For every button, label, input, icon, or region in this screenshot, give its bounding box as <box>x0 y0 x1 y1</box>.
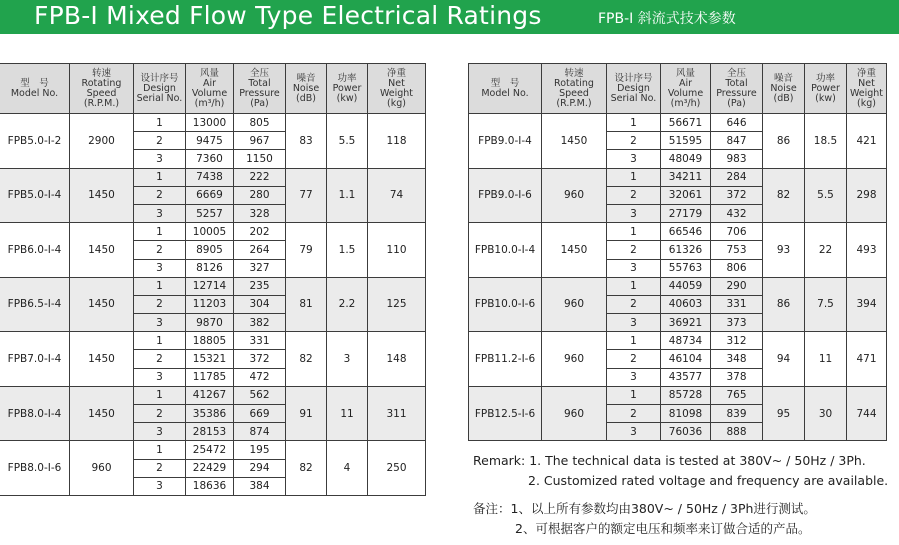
header-line: 功率 <box>815 72 835 84</box>
title-english: FPB-I Mixed Flow Type Electrical Ratings <box>34 1 542 30</box>
power-cell: 22 <box>805 223 847 278</box>
noise-cell: 81 <box>286 277 327 332</box>
header-line: Rotating <box>554 77 594 89</box>
header-line: (m³/h) <box>194 97 225 109</box>
model-cell: FPB11.2-I-6 <box>469 332 542 387</box>
noise-cell: 82 <box>286 332 327 387</box>
header-line: 风量 <box>199 67 219 79</box>
power-cell: 11 <box>805 332 847 387</box>
header-line: (kg) <box>387 97 406 109</box>
speed-cell: 2900 <box>70 114 134 169</box>
header-air-volume <box>186 64 234 114</box>
serial-cell: 3 <box>134 368 186 386</box>
header-line: Design <box>143 82 176 94</box>
serial-cell: 3 <box>607 150 661 168</box>
serial-cell: 1 <box>134 168 186 186</box>
serial-cell: 2 <box>134 350 186 368</box>
header-line: Weight <box>849 87 884 99</box>
speed-cell: 1450 <box>542 114 607 169</box>
header-line: (kg) <box>857 97 876 109</box>
header-line: Pressure <box>716 87 757 99</box>
pressure-cell: 1150 <box>234 150 286 168</box>
power-cell: 1.1 <box>327 168 368 223</box>
header-power <box>805 64 847 114</box>
air-volume-cell: 5257 <box>186 204 234 222</box>
speed-cell: 1450 <box>70 386 134 441</box>
table-row <box>469 332 887 350</box>
model-cell: FPB9.0-I-4 <box>469 114 542 169</box>
header-line: 净重 <box>856 67 876 79</box>
serial-cell: 3 <box>607 368 661 386</box>
table-row <box>469 168 887 186</box>
power-cell: 5.5 <box>327 114 368 169</box>
air-volume-cell: 22429 <box>186 459 234 477</box>
air-volume-cell: 85728 <box>661 386 711 404</box>
header-net-weight <box>368 64 426 114</box>
remark-en-1: Remark: 1. The technical data is tested at 380V~ / 50Hz / 3Ph. <box>473 453 866 468</box>
noise-cell: 86 <box>763 277 805 332</box>
serial-cell: 2 <box>134 405 186 423</box>
serial-cell: 1 <box>607 386 661 404</box>
serial-cell: 3 <box>134 204 186 222</box>
header-line: 噪音 <box>773 72 793 84</box>
air-volume-cell: 41267 <box>186 386 234 404</box>
air-volume-cell: 46104 <box>661 350 711 368</box>
header-noise <box>763 64 805 114</box>
air-volume-cell: 27179 <box>661 204 711 222</box>
air-volume-cell: 40603 <box>661 295 711 313</box>
pressure-cell: 372 <box>711 186 763 204</box>
header-line: (Pa) <box>727 97 746 109</box>
air-volume-cell: 48049 <box>661 150 711 168</box>
pressure-cell: 294 <box>234 459 286 477</box>
title-banner <box>0 0 899 34</box>
header-line: 全压 <box>249 67 269 79</box>
pressure-cell: 378 <box>711 368 763 386</box>
power-cell: 3 <box>327 332 368 387</box>
pressure-cell: 753 <box>711 241 763 259</box>
speed-cell: 1450 <box>70 168 134 223</box>
table-row <box>0 332 426 350</box>
header-line: Total <box>248 77 271 89</box>
header-line: 设计序号 <box>614 72 653 84</box>
header-line: Total <box>725 77 748 89</box>
air-volume-cell: 32061 <box>661 186 711 204</box>
pressure-cell: 706 <box>711 223 763 241</box>
table-header <box>0 64 426 114</box>
air-volume-cell: 6669 <box>186 186 234 204</box>
speed-cell: 1450 <box>70 277 134 332</box>
table-row <box>0 277 426 295</box>
pressure-cell: 202 <box>234 223 286 241</box>
header-serial <box>134 64 186 114</box>
header-line: (kw) <box>815 92 836 104</box>
air-volume-cell: 11203 <box>186 295 234 313</box>
serial-cell: 1 <box>134 114 186 132</box>
air-volume-cell: 61326 <box>661 241 711 259</box>
weight-cell: 744 <box>847 386 887 441</box>
weight-cell: 250 <box>368 441 426 496</box>
pressure-cell: 331 <box>234 332 286 350</box>
header-power <box>327 64 368 114</box>
header-serial <box>607 64 661 114</box>
air-volume-cell: 66546 <box>661 223 711 241</box>
serial-cell: 2 <box>607 186 661 204</box>
pressure-cell: 432 <box>711 204 763 222</box>
air-volume-cell: 76036 <box>661 423 711 441</box>
model-cell: FPB10.0-I-4 <box>469 223 542 278</box>
air-volume-cell: 28153 <box>186 423 234 441</box>
serial-cell: 1 <box>607 223 661 241</box>
pressure-cell: 806 <box>711 259 763 277</box>
header-line: 设计序号 <box>140 72 179 84</box>
header-line: Model No. <box>481 87 529 99</box>
serial-cell: 2 <box>134 241 186 259</box>
header-line: (dB) <box>773 92 794 104</box>
table-row <box>469 223 887 241</box>
air-volume-cell: 10005 <box>186 223 234 241</box>
noise-cell: 86 <box>763 114 805 169</box>
pressure-cell: 765 <box>711 386 763 404</box>
serial-cell: 1 <box>607 168 661 186</box>
pressure-cell: 328 <box>234 204 286 222</box>
serial-cell: 3 <box>607 204 661 222</box>
model-cell: FPB7.0-I-4 <box>0 332 70 387</box>
serial-cell: 3 <box>134 423 186 441</box>
air-volume-cell: 51595 <box>661 132 711 150</box>
header-line: 转速 <box>91 67 111 79</box>
weight-cell: 74 <box>368 168 426 223</box>
air-volume-cell: 43577 <box>661 368 711 386</box>
table-row <box>469 386 887 404</box>
noise-cell: 93 <box>763 223 805 278</box>
header-noise <box>286 64 327 114</box>
ratings-table-left <box>0 63 426 496</box>
pressure-cell: 384 <box>234 477 286 495</box>
header-line: 净重 <box>386 67 406 79</box>
serial-cell: 2 <box>134 459 186 477</box>
remark-en-2: 2. Customized rated voltage and frequency are available. <box>528 473 889 488</box>
air-volume-cell: 8905 <box>186 241 234 259</box>
header-line: 全压 <box>726 67 746 79</box>
header-line: (R.P.M.) <box>83 97 120 109</box>
serial-cell: 2 <box>607 405 661 423</box>
serial-cell: 3 <box>607 259 661 277</box>
title-chinese: FPB-I 斜流式技术参数 <box>598 11 736 27</box>
ratings-table-right <box>468 63 887 441</box>
weight-cell: 394 <box>847 277 887 332</box>
weight-cell: 471 <box>847 332 887 387</box>
header-total-pressure <box>711 64 763 114</box>
header-line: Volume <box>667 87 704 99</box>
remark-cn-2: 2、可根据客户的额定电压和频率来订做合适的产品。 <box>515 521 811 536</box>
header-speed <box>542 64 607 114</box>
header-total-pressure <box>234 64 286 114</box>
header-line: Power <box>332 82 362 94</box>
serial-cell: 1 <box>134 386 186 404</box>
model-cell: FPB8.0-I-6 <box>0 441 70 496</box>
air-volume-cell: 18805 <box>186 332 234 350</box>
noise-cell: 94 <box>763 332 805 387</box>
pressure-cell: 327 <box>234 259 286 277</box>
pressure-cell: 646 <box>711 114 763 132</box>
pressure-cell: 331 <box>711 295 763 313</box>
pressure-cell: 222 <box>234 168 286 186</box>
air-volume-cell: 11785 <box>186 368 234 386</box>
header-line: Serial No. <box>610 92 657 104</box>
serial-cell: 2 <box>607 241 661 259</box>
table-row <box>0 114 426 132</box>
speed-cell: 1450 <box>70 223 134 278</box>
serial-cell: 1 <box>607 114 661 132</box>
serial-cell: 1 <box>134 441 186 459</box>
header-net-weight <box>847 64 887 114</box>
model-cell: FPB5.0-I-2 <box>0 114 70 169</box>
model-cell: FPB9.0-I-6 <box>469 168 542 223</box>
header-line: 型 号 <box>20 77 49 89</box>
serial-cell: 1 <box>134 332 186 350</box>
noise-cell: 79 <box>286 223 327 278</box>
header-speed <box>70 64 134 114</box>
power-cell: 4 <box>327 441 368 496</box>
power-cell: 1.5 <box>327 223 368 278</box>
pressure-cell: 312 <box>711 332 763 350</box>
weight-cell: 110 <box>368 223 426 278</box>
serial-cell: 3 <box>607 423 661 441</box>
header-line: Weight <box>379 87 414 99</box>
air-volume-cell: 36921 <box>661 314 711 332</box>
pressure-cell: 372 <box>234 350 286 368</box>
header-line: Air <box>202 77 217 89</box>
serial-cell: 3 <box>134 259 186 277</box>
power-cell: 30 <box>805 386 847 441</box>
air-volume-cell: 56671 <box>661 114 711 132</box>
weight-cell: 118 <box>368 114 426 169</box>
pressure-cell: 874 <box>234 423 286 441</box>
air-volume-cell: 8126 <box>186 259 234 277</box>
pressure-cell: 472 <box>234 368 286 386</box>
air-volume-cell: 9475 <box>186 132 234 150</box>
serial-cell: 2 <box>607 132 661 150</box>
model-cell: FPB5.0-I-4 <box>0 168 70 223</box>
table-row <box>0 223 426 241</box>
header-line: Speed <box>559 87 589 99</box>
header-line: Power <box>811 82 840 94</box>
speed-cell: 960 <box>542 332 607 387</box>
header-line: 噪音 <box>296 72 316 84</box>
air-volume-cell: 18636 <box>186 477 234 495</box>
model-cell: FPB6.5-I-4 <box>0 277 70 332</box>
model-cell: FPB12.5-I-6 <box>469 386 542 441</box>
air-volume-cell: 34211 <box>661 168 711 186</box>
speed-cell: 960 <box>70 441 134 496</box>
pressure-cell: 888 <box>711 423 763 441</box>
model-cell: FPB6.0-I-4 <box>0 223 70 278</box>
noise-cell: 82 <box>763 168 805 223</box>
table-row <box>469 114 887 132</box>
speed-cell: 960 <box>542 277 607 332</box>
air-volume-cell: 55763 <box>661 259 711 277</box>
header-line: Air <box>678 77 693 89</box>
serial-cell: 3 <box>134 477 186 495</box>
serial-cell: 2 <box>134 186 186 204</box>
header-air-volume <box>661 64 711 114</box>
noise-cell: 83 <box>286 114 327 169</box>
noise-cell: 82 <box>286 441 327 496</box>
header-line: (m³/h) <box>670 97 701 109</box>
serial-cell: 2 <box>607 295 661 313</box>
header-line: 型 号 <box>490 77 520 89</box>
serial-cell: 3 <box>134 150 186 168</box>
header-line: Noise <box>770 82 797 94</box>
pressure-cell: 805 <box>234 114 286 132</box>
pressure-cell: 304 <box>234 295 286 313</box>
serial-cell: 1 <box>134 223 186 241</box>
power-cell: 18.5 <box>805 114 847 169</box>
table-row <box>0 168 426 186</box>
pressure-cell: 847 <box>711 132 763 150</box>
weight-cell: 298 <box>847 168 887 223</box>
power-cell: 2.2 <box>327 277 368 332</box>
speed-cell: 960 <box>542 168 607 223</box>
air-volume-cell: 35386 <box>186 405 234 423</box>
power-cell: 7.5 <box>805 277 847 332</box>
speed-cell: 1450 <box>70 332 134 387</box>
speed-cell: 1450 <box>542 223 607 278</box>
model-cell: FPB8.0-I-4 <box>0 386 70 441</box>
serial-cell: 3 <box>607 314 661 332</box>
pressure-cell: 983 <box>711 150 763 168</box>
pressure-cell: 235 <box>234 277 286 295</box>
air-volume-cell: 48734 <box>661 332 711 350</box>
air-volume-cell: 44059 <box>661 277 711 295</box>
serial-cell: 1 <box>607 277 661 295</box>
header-line: Volume <box>191 87 228 99</box>
table-row <box>0 441 426 459</box>
pressure-cell: 348 <box>711 350 763 368</box>
header-model <box>0 64 70 114</box>
header-line: (R.P.M.) <box>556 97 592 109</box>
header-line: Net <box>388 77 405 89</box>
serial-cell: 2 <box>134 132 186 150</box>
air-volume-cell: 12714 <box>186 277 234 295</box>
pressure-cell: 967 <box>234 132 286 150</box>
header-line: (Pa) <box>250 97 269 109</box>
header-line: Noise <box>292 82 320 94</box>
table-row <box>469 277 887 295</box>
header-line: (dB) <box>296 92 316 104</box>
air-volume-cell: 13000 <box>186 114 234 132</box>
pressure-cell: 373 <box>711 314 763 332</box>
pressure-cell: 382 <box>234 314 286 332</box>
pressure-cell: 839 <box>711 405 763 423</box>
air-volume-cell: 15321 <box>186 350 234 368</box>
header-line: 功率 <box>337 72 357 84</box>
header-line: Rotating <box>81 77 122 89</box>
header-line: Net <box>858 77 875 89</box>
noise-cell: 77 <box>286 168 327 223</box>
serial-cell: 2 <box>607 350 661 368</box>
header-line: Speed <box>86 87 117 99</box>
serial-cell: 1 <box>134 277 186 295</box>
weight-cell: 311 <box>368 386 426 441</box>
weight-cell: 421 <box>847 114 887 169</box>
pressure-cell: 195 <box>234 441 286 459</box>
noise-cell: 91 <box>286 386 327 441</box>
header-line: Model No. <box>10 87 59 99</box>
weight-cell: 148 <box>368 332 426 387</box>
speed-cell: 960 <box>542 386 607 441</box>
power-cell: 5.5 <box>805 168 847 223</box>
weight-cell: 493 <box>847 223 887 278</box>
header-model <box>469 64 542 114</box>
pressure-cell: 284 <box>711 168 763 186</box>
air-volume-cell: 81098 <box>661 405 711 423</box>
serial-cell: 1 <box>607 332 661 350</box>
air-volume-cell: 7360 <box>186 150 234 168</box>
pressure-cell: 280 <box>234 186 286 204</box>
serial-cell: 3 <box>134 314 186 332</box>
noise-cell: 95 <box>763 386 805 441</box>
header-line: Design <box>617 82 650 94</box>
air-volume-cell: 9870 <box>186 314 234 332</box>
model-cell: FPB10.0-I-6 <box>469 277 542 332</box>
pressure-cell: 669 <box>234 405 286 423</box>
header-line: 风量 <box>675 67 695 79</box>
remark-cn-1: 备注：1、以上所有参数均由380V~ / 50Hz / 3Ph进行测试。 <box>473 501 816 516</box>
serial-cell: 2 <box>134 295 186 313</box>
pressure-cell: 290 <box>711 277 763 295</box>
header-line: (kw) <box>336 92 358 104</box>
pressure-cell: 264 <box>234 241 286 259</box>
table-row <box>0 386 426 404</box>
table-header <box>469 64 887 114</box>
air-volume-cell: 7438 <box>186 168 234 186</box>
pressure-cell: 562 <box>234 386 286 404</box>
air-volume-cell: 25472 <box>186 441 234 459</box>
weight-cell: 125 <box>368 277 426 332</box>
header-line: Pressure <box>239 87 280 99</box>
header-line: Serial No. <box>136 92 183 104</box>
power-cell: 11 <box>327 386 368 441</box>
header-line: 转速 <box>564 67 584 79</box>
